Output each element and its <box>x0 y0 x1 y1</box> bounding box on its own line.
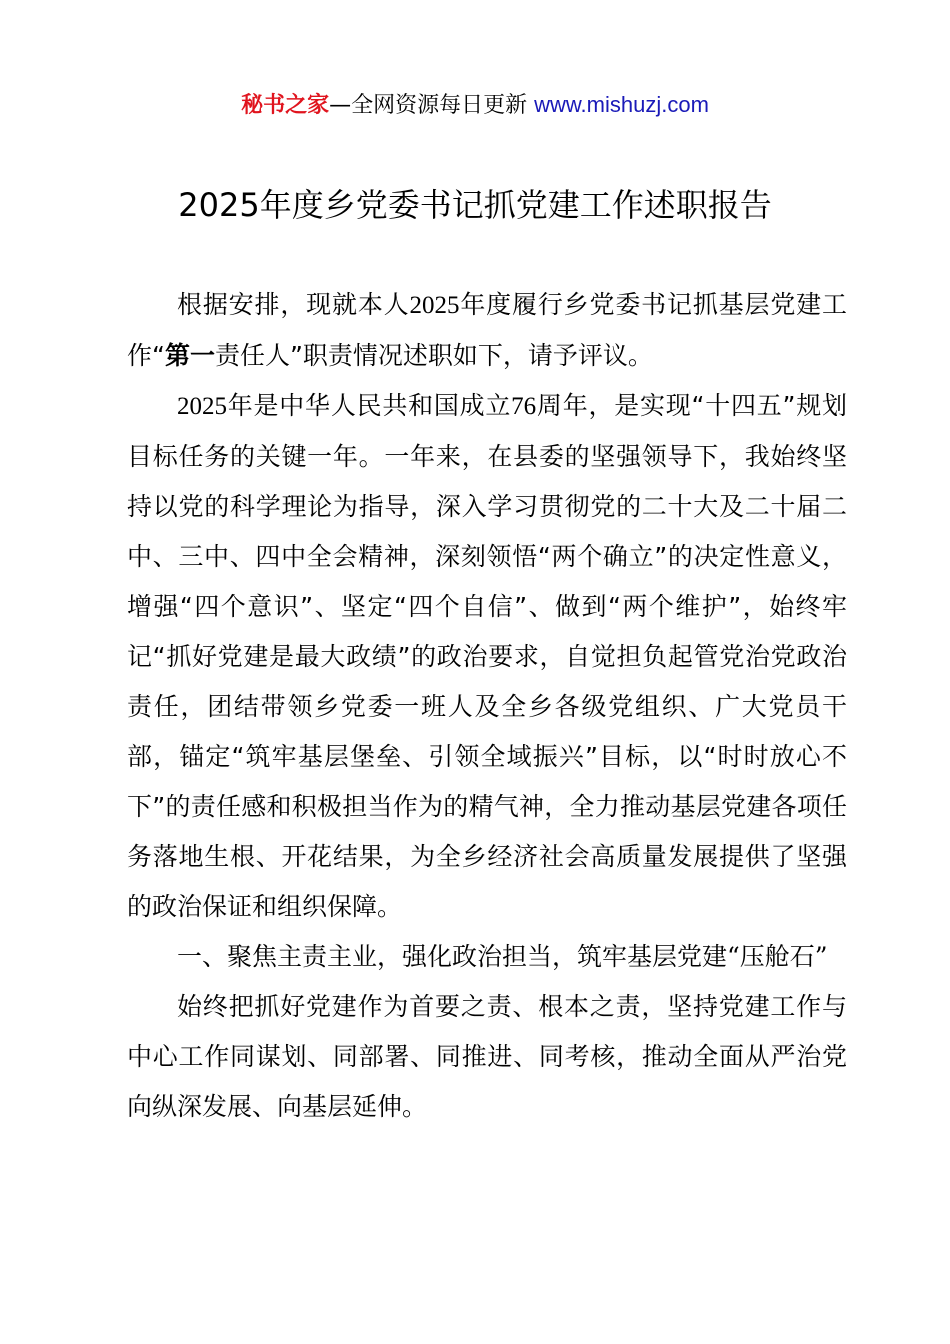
paragraph-text: 年是中华人民共和国成立 <box>227 391 512 420</box>
paragraph-intro <box>127 280 847 381</box>
paragraph-text: 根据安排，现就本人 <box>177 290 410 319</box>
paragraph-year: 2025 <box>409 292 460 319</box>
site-header <box>0 88 950 123</box>
document-title: 2025年度乡党委书记抓党建工作述职报告 <box>178 186 772 224</box>
document-body <box>127 280 847 1132</box>
paragraph-text: 周年，是实现“十四五”规划目标任务的关键一年。一年来，在县委的坚强领导下，我始终坚持以党的科学理论为指导，深入学习贯彻党的二十大及二十届二中、三中、四中全会精神，深刻领悟“两个确立”的决定性意义，增强“四个意识”、坚定“四个自信”、做到“两个维护”，始终牢记“抓好党建是最大政绩”的政治要求，自觉担负起管党治党政治责任，团结带领乡党委一班人及全乡各级党组织、广大党员干部，锚定“筑牢基层堡垒、引领全域振兴”目标，以“时时放心不下”的责任感和积极担当作为的精气神，全力推动基层党建各项任务落地生根、开花结果，为全乡经济社会高质量发展提供了坚强的政治保证和组织保障。 <box>127 391 847 921</box>
paragraph-text: 责任人”职责情况述职如下，请予评议。 <box>214 341 653 370</box>
paragraph-number: 76 <box>511 393 537 420</box>
paragraph-bold-text: 第一 <box>164 341 215 370</box>
paragraph-section-1: 始终把抓好党建作为首要之责、根本之责，坚持党建工作与中心工作同谋划、同部署、同推进、同考核，推动全面从严治党向纵深发展、向基层延伸。 <box>127 992 847 1121</box>
section-heading-1: 一、聚焦主责主业，强化政治担当，筑牢基层党建“压舱石” <box>177 942 828 971</box>
site-tagline: —全网资源每日更新 <box>329 93 535 118</box>
site-url-link[interactable]: www.mishuzj.com <box>534 92 709 117</box>
paragraph-overview <box>127 381 847 932</box>
paragraph-text: 年度履行乡党委书记抓基层党建工作“ <box>127 290 847 370</box>
site-brand: 秘书之家 <box>241 93 330 118</box>
paragraph-year: 2025 <box>177 393 227 420</box>
